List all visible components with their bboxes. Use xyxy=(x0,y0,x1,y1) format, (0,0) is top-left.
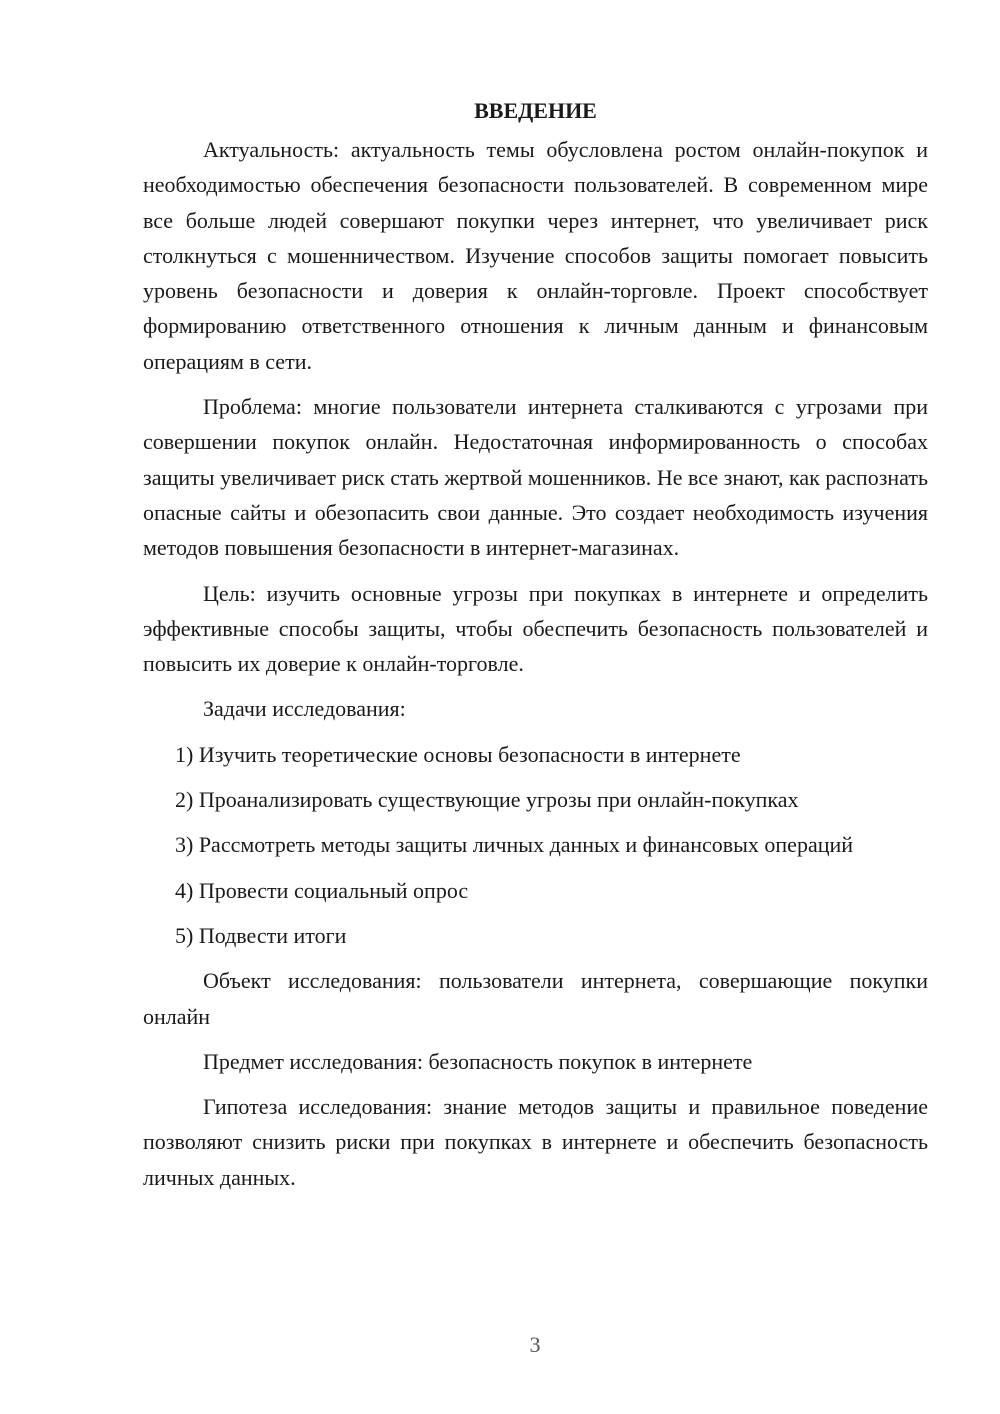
task-item-1: 1) Изучить теоретические основы безопасности в интернете xyxy=(175,741,741,767)
paragraph-problem: Проблема: многие пользователи интернета сталкиваются с угрозами при совершении покупок онлайн. Недостаточная информированность о способах защиты увеличивает риск стать жертвой мошенников. Не все знают, как распознать опасные сайты и обезопасить свои данные. Это создает необходимость изучения методов повышения безопасности в интернет-магазинах. xyxy=(143,394,928,561)
section-title: ВВЕДЕНИЕ xyxy=(474,98,597,123)
paragraph-subject: Предмет исследования: безопасность покупок в интернете xyxy=(203,1048,753,1074)
task-item-5: 5) Подвести итоги xyxy=(175,922,347,948)
task-item-2: 2) Проанализировать существующие угрозы при онлайн-покупках xyxy=(175,787,799,813)
task-item-3: 3) Рассмотреть методы защиты личных данных и финансовых операций xyxy=(175,832,854,858)
task-item-4: 4) Провести социальный опрос xyxy=(175,877,469,903)
paragraph-object: Объект исследования: пользователи интернета, совершающие покупки онлайн xyxy=(143,968,928,1029)
paragraph-hypothesis: Гипотеза исследования: знание методов защиты и правильное поведение позволяют снизить риски при покупках в интернете и обеспечить безопасность личных данных. xyxy=(143,1094,928,1190)
document-page xyxy=(143,93,928,1195)
page-number: 3 xyxy=(529,1332,541,1357)
paragraph-relevance: Актуальность: актуальность темы обусловлена ростом онлайн-покупок и необходимостью обеспечения безопасности пользователей. В современном мире все больше людей совершают покупки через интернет, что увеличивает риск столкнуться с мошенничеством. Изучение способов защиты помогает повысить уровень безопасности и доверия к онлайн-торговле. Проект способствует формированию ответственного отношения к личным данным и финансовым операциям в сети. xyxy=(143,137,928,374)
paragraph-tasks-heading: Задачи исследования: xyxy=(203,696,406,722)
paragraph-goal: Цель: изучить основные угрозы при покупках в интернете и определить эффективные способы защиты, чтобы обеспечить безопасность пользователей и повысить их доверие к онлайн-торговле. xyxy=(143,580,928,677)
